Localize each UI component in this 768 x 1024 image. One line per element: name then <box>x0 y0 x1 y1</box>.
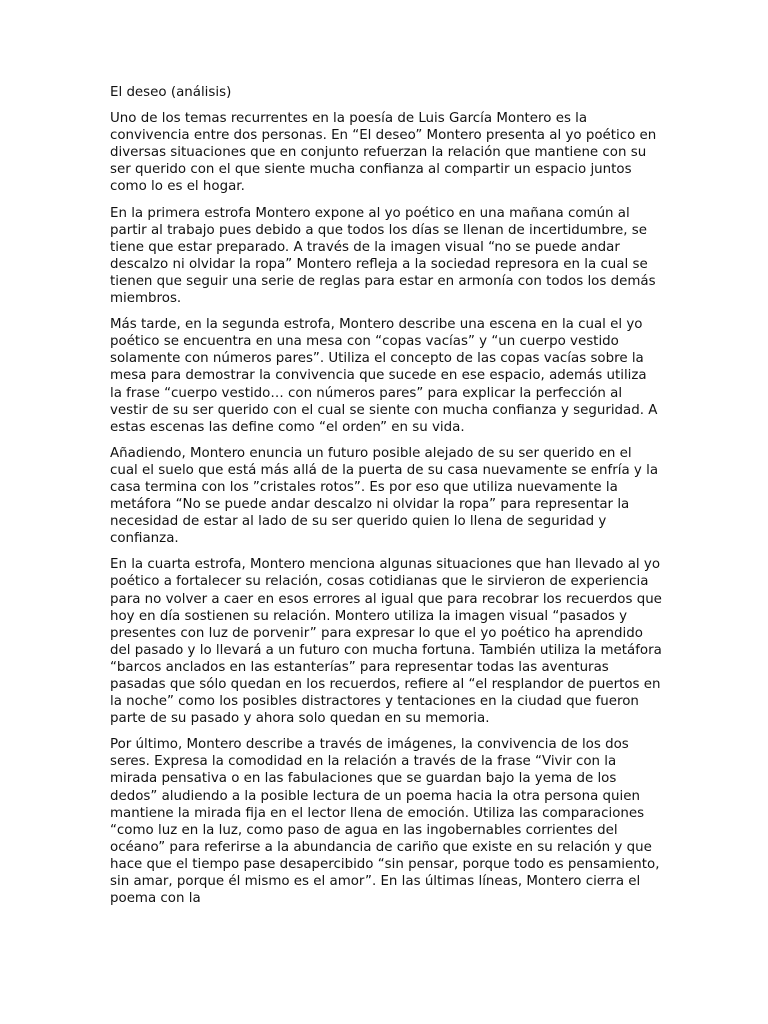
paragraph-second-stanza: Más tarde, en la segunda estrofa, Montero describe una escena en la cual el yo poético se encuentra en una mesa con “copas vacías” y “un cuerpo vestido solamente con números pares”. Utiliza el concepto de las copas vacías sobre la mesa para demostrar la convivencia que sucede en ese espacio, además utiliza la frase “cuerpo vestido… con números pares” para explicar la perfección al vestir de su ser querido con el cual se siente con mucha confianza y seguridad. A estas escenas las define como “el orden” en su vida. <box>110 317 658 435</box>
paragraph-future: Añadiendo, Montero enuncia un futuro posible alejado de su ser querido en el cual el suelo que está más allá de la puerta de su casa nuevamente se enfría y la casa termina con los ”cristales rotos”. Es por eso que utiliza nuevamente la metáfora “No se puede andar descalzo ni olvidar la ropa” para representar la necesidad de estar al lado de su ser querido quien lo llena de seguridad y confianza. <box>110 445 659 547</box>
paragraph-first-stanza: En la primera estrofa Montero expone al yo poético en una mañana común al partir al trabajo pues debido a que todos los días se llenan de incertidumbre, se tiene que estar preparado. A través de la imagen visual “no se puede andar descalzo ni olvidar la ropa” Montero refleja a la sociedad represora en la cual se tienen que seguir una serie de reglas para estar en armonía con todos los demás miembros. <box>110 205 656 307</box>
paragraph-intro: Uno de los temas recurrentes en la poesía de Luis García Montero es la convivencia entre dos personas. En “El deseo” Montero presenta al yo poético en diversas situaciones que en conjunto refuerzan la relación que mantiene con su ser querido con el que siente mucha confianza al compartir un espacio juntos como lo es el hogar. <box>110 111 657 195</box>
document-body <box>110 84 662 916</box>
document-title: El deseo (análisis) <box>110 85 232 100</box>
paragraph-fourth-stanza: En la cuarta estrofa, Montero menciona algunas situaciones que han llevado al yo poético a fortalecer su relación, cosas cotidianas que le sirvieron de experiencia para no volver a caer en esos errores al igual que para recobrar los recuerdos que hoy en día sostienen su relación. Montero utiliza la imagen visual “pasados y presentes con luz de porvenir” para expresar lo que el yo poético ha aprendido del pasado y lo llevará a un futuro con mucha fortuna. También utiliza la metáfora “barcos anclados en las estanterías” para representar todas las aventuras pasadas que sólo quedan en los recuerdos, refiere al “el resplandor de puertos en la noche” como los posibles distractores y tentaciones en la ciudad que fueron parte de su pasado y ahora solo quedan en su memoria. <box>110 557 662 727</box>
paragraph-final: Por último, Montero describe a través de imágenes, la convivencia de los dos seres. Expresa la comodidad en la relación a través de la frase “Vivir con la mirada pensativa o en las fabulaciones que se guardan bajo la yema de los dedos” aludiendo a la posible lectura de un poema hacia la otra persona quien mantiene la mirada fija en el lector llena de emoción. Utiliza las comparaciones “como luz en la luz, como paso de agua en las ingobernables corrientes del océano” para referirse a la abundancia de cariño que existe en su relación y que hace que el tiempo pase desapercibido “sin pensar, porque todo es pensamiento, sin amar, porque él mismo es el amor”. En las últimas líneas, Montero cierra el poema con la <box>110 737 660 907</box>
